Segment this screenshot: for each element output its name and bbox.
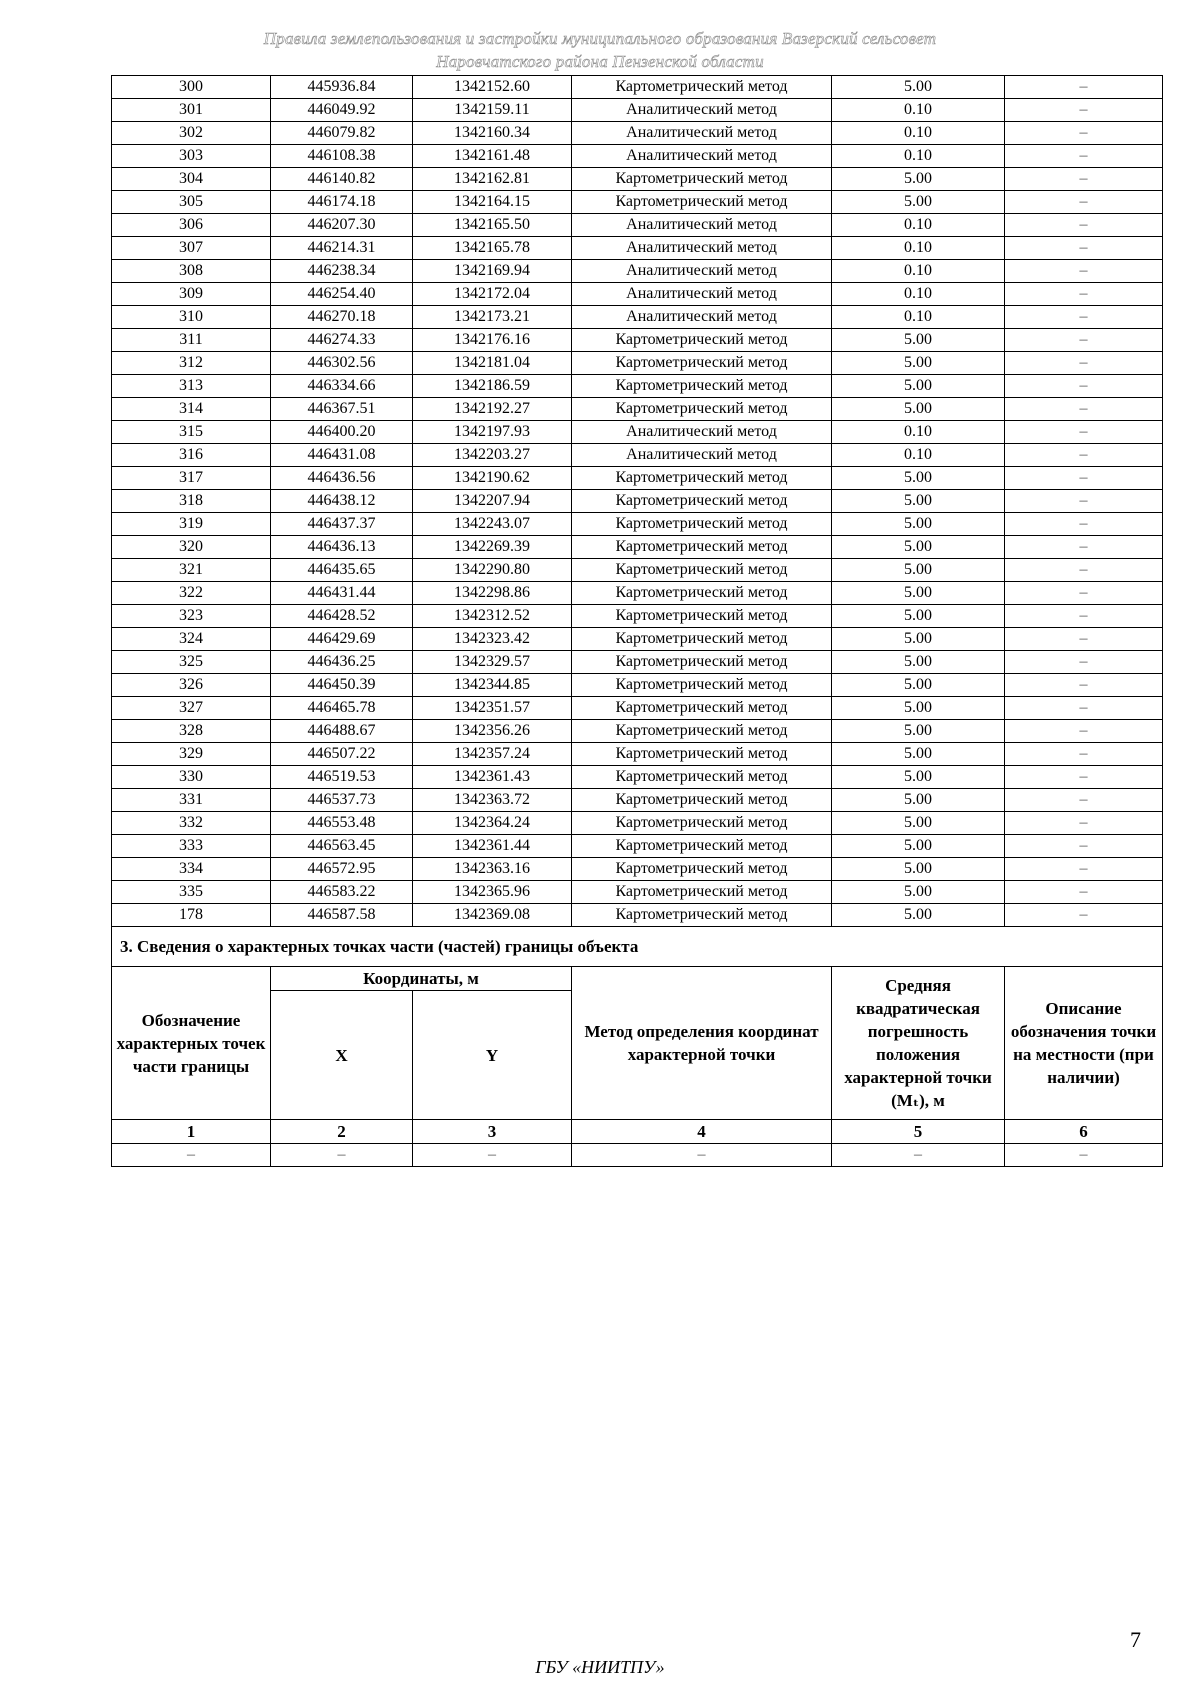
point-number-cell: 329	[112, 743, 271, 766]
point-number-cell: 328	[112, 720, 271, 743]
y-coordinate-cell: 1342269.39	[413, 536, 572, 559]
error-cell: 5.00	[832, 352, 1005, 375]
header-method: Метод определения координат характерной точки	[572, 967, 832, 1120]
point-number-cell: 308	[112, 260, 271, 283]
point-number-cell: 307	[112, 237, 271, 260]
y-coordinate-cell: 1342312.52	[413, 605, 572, 628]
point-number-cell: 335	[112, 881, 271, 904]
table-row	[112, 674, 1163, 697]
header-error: Средняя квадратическая погрешность положения характерной точки (Mₜ), м	[832, 967, 1005, 1120]
method-cell: Картометрический метод	[572, 812, 832, 835]
method-cell: Картометрический метод	[572, 904, 832, 927]
x-coordinate-cell: 446254.40	[271, 283, 413, 306]
x-coordinate-cell: 446270.18	[271, 306, 413, 329]
method-cell: Картометрический метод	[572, 191, 832, 214]
error-cell: 5.00	[832, 881, 1005, 904]
page-header	[0, 27, 1200, 73]
point-number-cell: 306	[112, 214, 271, 237]
y-coordinate-cell: 1342159.11	[413, 99, 572, 122]
y-coordinate-cell: 1342181.04	[413, 352, 572, 375]
description-cell: –	[1005, 76, 1163, 99]
table-row	[112, 812, 1163, 835]
table-row	[112, 789, 1163, 812]
point-number-cell: 330	[112, 766, 271, 789]
error-cell: 5.00	[832, 490, 1005, 513]
x-coordinate-cell: 446572.95	[271, 858, 413, 881]
table-row	[112, 122, 1163, 145]
description-cell: –	[1005, 513, 1163, 536]
description-cell: –	[1005, 628, 1163, 651]
x-coordinate-cell: 446465.78	[271, 697, 413, 720]
method-cell: Картометрический метод	[572, 329, 832, 352]
method-cell: Аналитический метод	[572, 99, 832, 122]
error-cell: 0.10	[832, 421, 1005, 444]
empty-cell: –	[112, 1144, 271, 1167]
point-number-cell: 313	[112, 375, 271, 398]
table-row	[112, 858, 1163, 881]
header-description: Описание обозначения точки на местности (при наличии)	[1005, 967, 1163, 1120]
error-cell: 0.10	[832, 99, 1005, 122]
x-coordinate-cell: 446108.38	[271, 145, 413, 168]
method-cell: Аналитический метод	[572, 444, 832, 467]
error-cell: 0.10	[832, 260, 1005, 283]
error-cell: 5.00	[832, 398, 1005, 421]
description-cell: –	[1005, 582, 1163, 605]
header-point-designation: Обозначение характерных точек части границы	[112, 967, 271, 1120]
description-cell: –	[1005, 766, 1163, 789]
y-coordinate-cell: 1342365.96	[413, 881, 572, 904]
y-coordinate-cell: 1342329.57	[413, 651, 572, 674]
description-cell: –	[1005, 904, 1163, 927]
table-row	[112, 766, 1163, 789]
point-number-cell: 325	[112, 651, 271, 674]
column-number: 2	[271, 1120, 413, 1144]
description-cell: –	[1005, 375, 1163, 398]
table-row	[112, 145, 1163, 168]
table-row	[112, 559, 1163, 582]
point-number-cell: 319	[112, 513, 271, 536]
method-cell: Картометрический метод	[572, 582, 832, 605]
error-cell: 5.00	[832, 904, 1005, 927]
description-cell: –	[1005, 352, 1163, 375]
section-3-title: 3. Сведения о характерных точках части (частей) границы объекта	[112, 927, 1163, 967]
column-number: 6	[1005, 1120, 1163, 1144]
y-coordinate-cell: 1342323.42	[413, 628, 572, 651]
table-row	[112, 467, 1163, 490]
point-number-cell: 312	[112, 352, 271, 375]
column-number: 4	[572, 1120, 832, 1144]
error-cell: 5.00	[832, 720, 1005, 743]
error-cell: 5.00	[832, 76, 1005, 99]
empty-cell: –	[271, 1144, 413, 1167]
table-row	[112, 835, 1163, 858]
table-row	[112, 260, 1163, 283]
description-cell: –	[1005, 99, 1163, 122]
error-cell: 5.00	[832, 789, 1005, 812]
y-coordinate-cell: 1342369.08	[413, 904, 572, 927]
point-number-cell: 304	[112, 168, 271, 191]
x-coordinate-cell: 446428.52	[271, 605, 413, 628]
description-cell: –	[1005, 674, 1163, 697]
table-row	[112, 76, 1163, 99]
error-cell: 5.00	[832, 812, 1005, 835]
x-coordinate-cell: 446429.69	[271, 628, 413, 651]
error-cell: 5.00	[832, 513, 1005, 536]
y-coordinate-cell: 1342197.93	[413, 421, 572, 444]
x-coordinate-cell: 446537.73	[271, 789, 413, 812]
x-coordinate-cell: 446450.39	[271, 674, 413, 697]
x-coordinate-cell: 446438.12	[271, 490, 413, 513]
method-cell: Картометрический метод	[572, 697, 832, 720]
error-cell: 5.00	[832, 651, 1005, 674]
method-cell: Картометрический метод	[572, 76, 832, 99]
description-cell: –	[1005, 191, 1163, 214]
column-number: 1	[112, 1120, 271, 1144]
description-cell: –	[1005, 283, 1163, 306]
error-cell: 5.00	[832, 835, 1005, 858]
point-number-cell: 314	[112, 398, 271, 421]
y-coordinate-cell: 1342203.27	[413, 444, 572, 467]
point-number-cell: 316	[112, 444, 271, 467]
x-coordinate-cell: 446431.44	[271, 582, 413, 605]
y-coordinate-cell: 1342169.94	[413, 260, 572, 283]
point-number-cell: 302	[112, 122, 271, 145]
point-number-cell: 332	[112, 812, 271, 835]
description-cell: –	[1005, 743, 1163, 766]
method-cell: Картометрический метод	[572, 398, 832, 421]
error-cell: 5.00	[832, 467, 1005, 490]
method-cell: Картометрический метод	[572, 168, 832, 191]
description-cell: –	[1005, 421, 1163, 444]
x-coordinate-cell: 446437.37	[271, 513, 413, 536]
empty-cell: –	[1005, 1144, 1163, 1167]
point-number-cell: 318	[112, 490, 271, 513]
x-coordinate-cell: 446583.22	[271, 881, 413, 904]
table-row	[112, 720, 1163, 743]
error-cell: 5.00	[832, 582, 1005, 605]
point-number-cell: 305	[112, 191, 271, 214]
page-number: 7	[1130, 1627, 1141, 1652]
method-cell: Картометрический метод	[572, 490, 832, 513]
point-number-cell: 303	[112, 145, 271, 168]
error-cell: 5.00	[832, 536, 1005, 559]
error-cell: 5.00	[832, 191, 1005, 214]
column-number: 5	[832, 1120, 1005, 1144]
y-coordinate-cell: 1342243.07	[413, 513, 572, 536]
error-cell: 5.00	[832, 375, 1005, 398]
table-row	[112, 513, 1163, 536]
x-coordinate-cell: 446436.13	[271, 536, 413, 559]
description-cell: –	[1005, 168, 1163, 191]
method-cell: Картометрический метод	[572, 513, 832, 536]
x-coordinate-cell: 446488.67	[271, 720, 413, 743]
table-row	[112, 237, 1163, 260]
table-row	[112, 191, 1163, 214]
method-cell: Картометрический метод	[572, 467, 832, 490]
x-coordinate-cell: 446553.48	[271, 812, 413, 835]
point-number-cell: 315	[112, 421, 271, 444]
table-row	[112, 881, 1163, 904]
method-cell: Картометрический метод	[572, 628, 832, 651]
table-row	[112, 743, 1163, 766]
method-cell: Картометрический метод	[572, 674, 832, 697]
method-cell: Картометрический метод	[572, 352, 832, 375]
description-cell: –	[1005, 812, 1163, 835]
y-coordinate-cell: 1342160.34	[413, 122, 572, 145]
table-row	[112, 490, 1163, 513]
error-cell: 5.00	[832, 674, 1005, 697]
table-row	[112, 582, 1163, 605]
description-cell: –	[1005, 490, 1163, 513]
point-number-cell: 301	[112, 99, 271, 122]
table-row	[112, 628, 1163, 651]
error-cell: 5.00	[832, 329, 1005, 352]
y-coordinate-cell: 1342165.78	[413, 237, 572, 260]
page-footer: ГБУ «НИИТПУ»	[535, 1657, 665, 1677]
y-coordinate-cell: 1342165.50	[413, 214, 572, 237]
description-cell: –	[1005, 122, 1163, 145]
header-x: X	[271, 991, 413, 1120]
description-cell: –	[1005, 789, 1163, 812]
x-coordinate-cell: 446334.66	[271, 375, 413, 398]
point-number-cell: 324	[112, 628, 271, 651]
table-row	[112, 99, 1163, 122]
description-cell: –	[1005, 605, 1163, 628]
x-coordinate-cell: 446435.65	[271, 559, 413, 582]
column-number: 3	[413, 1120, 572, 1144]
empty-cell: –	[832, 1144, 1005, 1167]
table-row	[112, 697, 1163, 720]
description-cell: –	[1005, 237, 1163, 260]
table-row	[112, 283, 1163, 306]
error-cell: 0.10	[832, 214, 1005, 237]
method-cell: Картометрический метод	[572, 835, 832, 858]
x-coordinate-cell: 446507.22	[271, 743, 413, 766]
error-cell: 0.10	[832, 122, 1005, 145]
point-number-cell: 310	[112, 306, 271, 329]
point-number-cell: 178	[112, 904, 271, 927]
description-cell: –	[1005, 398, 1163, 421]
y-coordinate-cell: 1342186.59	[413, 375, 572, 398]
description-cell: –	[1005, 306, 1163, 329]
description-cell: –	[1005, 145, 1163, 168]
x-coordinate-cell: 446431.08	[271, 444, 413, 467]
description-cell: –	[1005, 536, 1163, 559]
description-cell: –	[1005, 858, 1163, 881]
point-number-cell: 317	[112, 467, 271, 490]
x-coordinate-cell: 446587.58	[271, 904, 413, 927]
description-cell: –	[1005, 214, 1163, 237]
x-coordinate-cell: 446049.92	[271, 99, 413, 122]
method-cell: Аналитический метод	[572, 306, 832, 329]
error-cell: 5.00	[832, 168, 1005, 191]
error-cell: 0.10	[832, 283, 1005, 306]
empty-cell: –	[572, 1144, 832, 1167]
method-cell: Картометрический метод	[572, 605, 832, 628]
point-number-cell: 326	[112, 674, 271, 697]
table-row	[112, 904, 1163, 927]
error-cell: 5.00	[832, 858, 1005, 881]
method-cell: Картометрический метод	[572, 720, 832, 743]
x-coordinate-cell: 446140.82	[271, 168, 413, 191]
method-cell: Аналитический метод	[572, 145, 832, 168]
x-coordinate-cell: 446436.56	[271, 467, 413, 490]
table-row	[112, 651, 1163, 674]
table-row	[112, 421, 1163, 444]
method-cell: Картометрический метод	[572, 881, 832, 904]
description-cell: –	[1005, 720, 1163, 743]
y-coordinate-cell: 1342363.72	[413, 789, 572, 812]
description-cell: –	[1005, 559, 1163, 582]
method-cell: Картометрический метод	[572, 743, 832, 766]
method-cell: Картометрический метод	[572, 651, 832, 674]
method-cell: Аналитический метод	[572, 214, 832, 237]
point-number-cell: 323	[112, 605, 271, 628]
y-coordinate-cell: 1342357.24	[413, 743, 572, 766]
method-cell: Аналитический метод	[572, 260, 832, 283]
x-coordinate-cell: 446302.56	[271, 352, 413, 375]
method-cell: Картометрический метод	[572, 559, 832, 582]
point-number-cell: 300	[112, 76, 271, 99]
error-cell: 5.00	[832, 559, 1005, 582]
point-number-cell: 309	[112, 283, 271, 306]
y-coordinate-cell: 1342363.16	[413, 858, 572, 881]
table-row	[112, 168, 1163, 191]
y-coordinate-cell: 1342351.57	[413, 697, 572, 720]
coordinates-rows	[112, 76, 1163, 927]
method-cell: Аналитический метод	[572, 122, 832, 145]
header-line-2: Наровчатского района Пензенской области	[436, 52, 764, 71]
y-coordinate-cell: 1342361.44	[413, 835, 572, 858]
x-coordinate-cell: 446238.34	[271, 260, 413, 283]
error-cell: 5.00	[832, 743, 1005, 766]
table-row	[112, 375, 1163, 398]
y-coordinate-cell: 1342356.26	[413, 720, 572, 743]
y-coordinate-cell: 1342298.86	[413, 582, 572, 605]
error-cell: 5.00	[832, 628, 1005, 651]
x-coordinate-cell: 446079.82	[271, 122, 413, 145]
y-coordinate-cell: 1342172.04	[413, 283, 572, 306]
point-number-cell: 333	[112, 835, 271, 858]
header-y: Y	[413, 991, 572, 1120]
y-coordinate-cell: 1342190.62	[413, 467, 572, 490]
method-cell: Картометрический метод	[572, 375, 832, 398]
section-3	[112, 927, 1163, 1167]
table-row	[112, 536, 1163, 559]
error-cell: 0.10	[832, 145, 1005, 168]
y-coordinate-cell: 1342173.21	[413, 306, 572, 329]
method-cell: Аналитический метод	[572, 283, 832, 306]
method-cell: Аналитический метод	[572, 237, 832, 260]
y-coordinate-cell: 1342361.43	[413, 766, 572, 789]
point-number-cell: 331	[112, 789, 271, 812]
method-cell: Картометрический метод	[572, 536, 832, 559]
y-coordinate-cell: 1342192.27	[413, 398, 572, 421]
table-row	[112, 214, 1163, 237]
empty-cell: –	[413, 1144, 572, 1167]
y-coordinate-cell: 1342152.60	[413, 76, 572, 99]
table-row	[112, 306, 1163, 329]
error-cell: 0.10	[832, 306, 1005, 329]
x-coordinate-cell: 446367.51	[271, 398, 413, 421]
description-cell: –	[1005, 651, 1163, 674]
method-cell: Картометрический метод	[572, 789, 832, 812]
error-cell: 5.00	[832, 697, 1005, 720]
y-coordinate-cell: 1342162.81	[413, 168, 572, 191]
point-number-cell: 311	[112, 329, 271, 352]
y-coordinate-cell: 1342207.94	[413, 490, 572, 513]
y-coordinate-cell: 1342164.15	[413, 191, 572, 214]
y-coordinate-cell: 1342290.80	[413, 559, 572, 582]
point-number-cell: 322	[112, 582, 271, 605]
error-cell: 5.00	[832, 605, 1005, 628]
method-cell: Аналитический метод	[572, 421, 832, 444]
y-coordinate-cell: 1342176.16	[413, 329, 572, 352]
description-cell: –	[1005, 467, 1163, 490]
x-coordinate-cell: 446519.53	[271, 766, 413, 789]
method-cell: Картометрический метод	[572, 858, 832, 881]
x-coordinate-cell: 445936.84	[271, 76, 413, 99]
table-row	[112, 398, 1163, 421]
description-cell: –	[1005, 835, 1163, 858]
description-cell: –	[1005, 697, 1163, 720]
point-number-cell: 334	[112, 858, 271, 881]
table-row	[112, 329, 1163, 352]
x-coordinate-cell: 446214.31	[271, 237, 413, 260]
description-cell: –	[1005, 444, 1163, 467]
y-coordinate-cell: 1342364.24	[413, 812, 572, 835]
x-coordinate-cell: 446400.20	[271, 421, 413, 444]
x-coordinate-cell: 446274.33	[271, 329, 413, 352]
x-coordinate-cell: 446174.18	[271, 191, 413, 214]
header-coordinates: Координаты, м	[271, 967, 572, 991]
point-number-cell: 320	[112, 536, 271, 559]
y-coordinate-cell: 1342344.85	[413, 674, 572, 697]
point-number-cell: 321	[112, 559, 271, 582]
x-coordinate-cell: 446436.25	[271, 651, 413, 674]
description-cell: –	[1005, 329, 1163, 352]
table-row	[112, 444, 1163, 467]
y-coordinate-cell: 1342161.48	[413, 145, 572, 168]
error-cell: 5.00	[832, 766, 1005, 789]
method-cell: Картометрический метод	[572, 766, 832, 789]
description-cell: –	[1005, 260, 1163, 283]
point-number-cell: 327	[112, 697, 271, 720]
header-line-1: Правила землепользования и застройки муниципального образования Вазерский сельсовет	[263, 29, 937, 48]
x-coordinate-cell: 446563.45	[271, 835, 413, 858]
x-coordinate-cell: 446207.30	[271, 214, 413, 237]
table-row	[112, 352, 1163, 375]
error-cell: 0.10	[832, 444, 1005, 467]
description-cell: –	[1005, 881, 1163, 904]
error-cell: 0.10	[832, 237, 1005, 260]
coordinates-table	[111, 75, 1163, 1167]
table-row	[112, 605, 1163, 628]
